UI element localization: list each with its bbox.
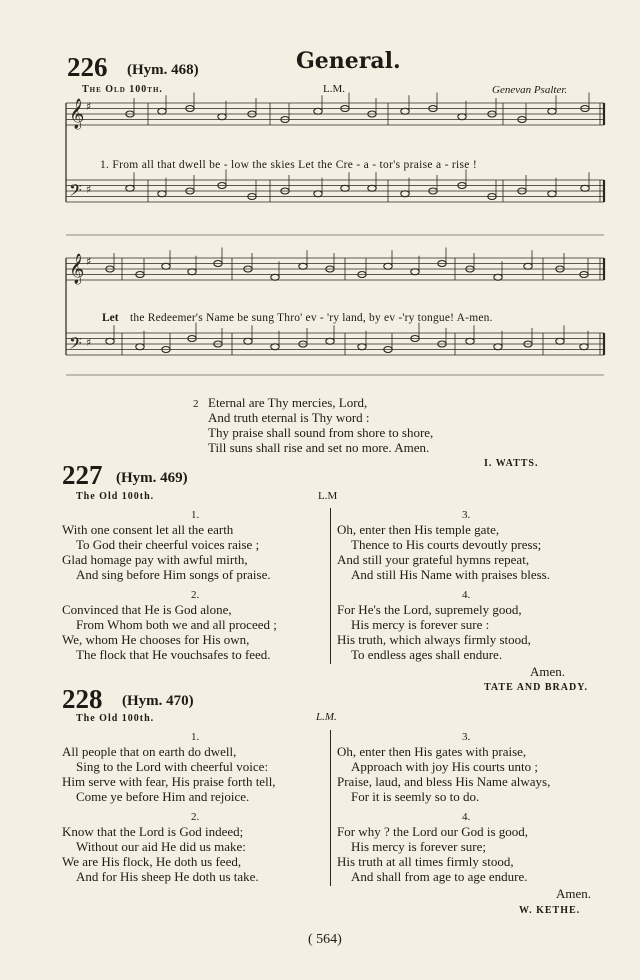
hymn-227-stanza-2: [62, 602, 277, 662]
verse-line: The flock that He vouchsafes to feed.: [76, 647, 271, 662]
note-head: [580, 344, 588, 350]
verse-line: For He's the Lord, supremely good,: [337, 602, 522, 617]
hymn-226-verse-2: [208, 395, 433, 455]
verse-line: Praise, laud, and bless His Name always,: [337, 774, 551, 789]
verse-line: To God their cheerful voices raise ;: [76, 537, 260, 552]
note-head: [314, 108, 322, 114]
hymn-228-meter: L.M.: [316, 711, 337, 723]
hymn-228-stanza-1: [62, 744, 276, 804]
hymn-226-number: 226: [67, 52, 108, 82]
verse-line: Eternal are Thy mercies, Lord,: [208, 395, 368, 410]
verse-line: We are His flock, He doth us feed,: [62, 854, 242, 869]
note-head: [524, 263, 532, 269]
note-head: [494, 344, 502, 350]
note-head: [299, 263, 307, 269]
note-head: [106, 338, 114, 344]
note-head: [314, 191, 322, 197]
hymn-227-stanza-1: [62, 522, 271, 582]
note-head: [368, 185, 376, 191]
verse-line: From Whom both we and all proceed ;: [76, 617, 277, 632]
note-head: [271, 344, 279, 350]
verse-line: To endless ages shall endure.: [351, 647, 503, 662]
note-head: [466, 338, 474, 344]
hymn-228-tune: The Old 100th.: [76, 713, 155, 724]
note-head: [458, 114, 466, 120]
sharp-icon: ♯: [86, 100, 92, 113]
verse-line: We, whom He chooses for His own,: [62, 632, 250, 647]
bass-clef-icon: 𝄢: [69, 180, 82, 204]
treble-clef-icon: 𝄞: [69, 254, 85, 284]
verse-line: His truth at all times firmly stood,: [337, 854, 514, 869]
note-head: [188, 269, 196, 275]
verse-line: Till suns shall rise and set no more. Amen.: [208, 440, 430, 455]
note-head: [126, 185, 134, 191]
column-divider: [330, 508, 331, 664]
hymn-228-amen: Amen.: [556, 886, 592, 901]
note-head: [401, 191, 409, 197]
hymn-228-stanza-2-num: 2.: [191, 811, 200, 823]
note-head: [581, 185, 589, 191]
verse-line: Sing to the Lord with cheerful voice:: [76, 759, 269, 774]
music-score: [0, 0, 640, 400]
sharp-icon: ♯: [86, 183, 92, 196]
hymn-226-meter: L.M.: [323, 83, 345, 95]
verse-line: For it is seemly so to do.: [351, 789, 480, 804]
verse-line: Know that the Lord is God indeed;: [62, 824, 244, 839]
verse-line: Thence to His courts devoutly press;: [351, 537, 542, 552]
verse-line: With one consent let all the earth: [62, 522, 234, 537]
hymn-227-tune: The Old 100th.: [76, 491, 155, 502]
hymn-227-stanza-3-num: 3.: [462, 509, 471, 521]
hymn-226-composer: Genevan Psalter.: [492, 84, 568, 96]
verse-line: Convinced that He is God alone,: [62, 602, 232, 617]
verse-line: And still your grateful hymns repeat,: [337, 552, 530, 567]
verse-line: For why ? the Lord our God is good,: [337, 824, 529, 839]
hymn-228-stanza-3: [337, 744, 550, 804]
verse-line: Thy praise shall sound from shore to shore,: [208, 425, 434, 440]
note-head: [218, 114, 226, 120]
note-head: [548, 191, 556, 197]
lyrics-line-2-start: Let: [102, 312, 119, 324]
hymn-228-stanza-4-num: 4.: [462, 811, 471, 823]
hymn-228-ref: (Hym. 470): [122, 693, 194, 709]
verse-line: His mercy is forever sure :: [351, 617, 490, 632]
note-head: [401, 108, 409, 114]
lyrics-line-2: the Redeemer's Name be sung Thro' ev - 'ry land, by ev -'ry tongue! A-men.: [130, 312, 493, 324]
hymn-226-verse-number: 2: [193, 398, 199, 410]
hymn-227-author: TATE AND BRADY.: [484, 682, 588, 693]
hymn-226-tune: The Old 100th.: [82, 84, 163, 95]
verse-line: And for His sheep He doth us take.: [76, 869, 259, 884]
hymn-227-meter: L.M: [318, 490, 338, 502]
hymn-227-number: 227: [62, 460, 103, 490]
hymn-227-ref: (Hym. 469): [116, 470, 188, 486]
verse-line: And shall from age to age endure.: [351, 869, 528, 884]
section-title: General.: [296, 48, 401, 74]
sharp-icon: ♯: [86, 336, 92, 349]
note-head: [158, 108, 166, 114]
note-head: [341, 185, 349, 191]
verse-line: Come ye before Him and rejoice.: [76, 789, 250, 804]
note-head: [162, 263, 170, 269]
note-head: [136, 344, 144, 350]
lyrics-line-1: 1. From all that dwell be - low the skies Let the Cre - a - tor's praise a - rise !: [100, 159, 477, 171]
note-head: [158, 191, 166, 197]
verse-line: Oh, enter then His gates with praise,: [337, 744, 527, 759]
hymn-227-amen: Amen.: [530, 664, 566, 679]
treble-clef-icon: 𝄞: [69, 99, 85, 129]
verse-line: His mercy is forever sure;: [351, 839, 487, 854]
verse-line: Oh, enter then His temple gate,: [337, 522, 500, 537]
note-head: [358, 344, 366, 350]
hymn-228-author: W. KETHE.: [519, 905, 581, 916]
note-head: [411, 269, 419, 275]
hymn-226-author: I. WATTS.: [484, 458, 539, 469]
verse-line: His truth, which always firmly stood,: [337, 632, 531, 647]
note-head: [244, 338, 252, 344]
verse-line: And truth eternal is Thy word :: [208, 410, 370, 425]
hymn-228-stanza-1-num: 1.: [191, 731, 200, 743]
hymn-226-ref: (Hym. 468): [127, 62, 199, 78]
verse-line: Glad homage pay with awful mirth,: [62, 552, 248, 567]
verse-line: And sing before Him songs of praise.: [76, 567, 271, 582]
hymn-228-stanza-3-num: 3.: [462, 731, 471, 743]
verse-line: All people that on earth do dwell,: [62, 744, 237, 759]
hymn-227-stanza-2-num: 2.: [191, 589, 200, 601]
note-head: [548, 108, 556, 114]
note-head: [271, 274, 279, 280]
hymn-228-number: 228: [62, 684, 103, 714]
hymn-227-stanza-4-num: 4.: [462, 589, 471, 601]
verse-line: And still His Name with praises bless.: [351, 567, 550, 582]
note-head: [326, 338, 334, 344]
hymn-227-stanza-4: [337, 602, 531, 662]
hymn-228-stanza-2: [62, 824, 259, 884]
bass-clef-icon: 𝄢: [69, 333, 82, 357]
hymn-228-stanza-4: [337, 824, 528, 884]
verse-line: Approach with joy His courts unto ;: [351, 759, 539, 774]
note-head: [494, 274, 502, 280]
hymn-227-stanza-3: [337, 522, 550, 582]
verse-line: Him serve with fear, His praise forth tell,: [62, 774, 276, 789]
note-head: [556, 338, 564, 344]
column-divider: [330, 730, 331, 886]
sharp-icon: ♯: [86, 255, 92, 268]
hymn-227-stanza-1-num: 1.: [191, 509, 200, 521]
page-number: ( 564): [308, 932, 342, 947]
note-head: [384, 263, 392, 269]
verse-line: Without our aid He did us make:: [76, 839, 246, 854]
